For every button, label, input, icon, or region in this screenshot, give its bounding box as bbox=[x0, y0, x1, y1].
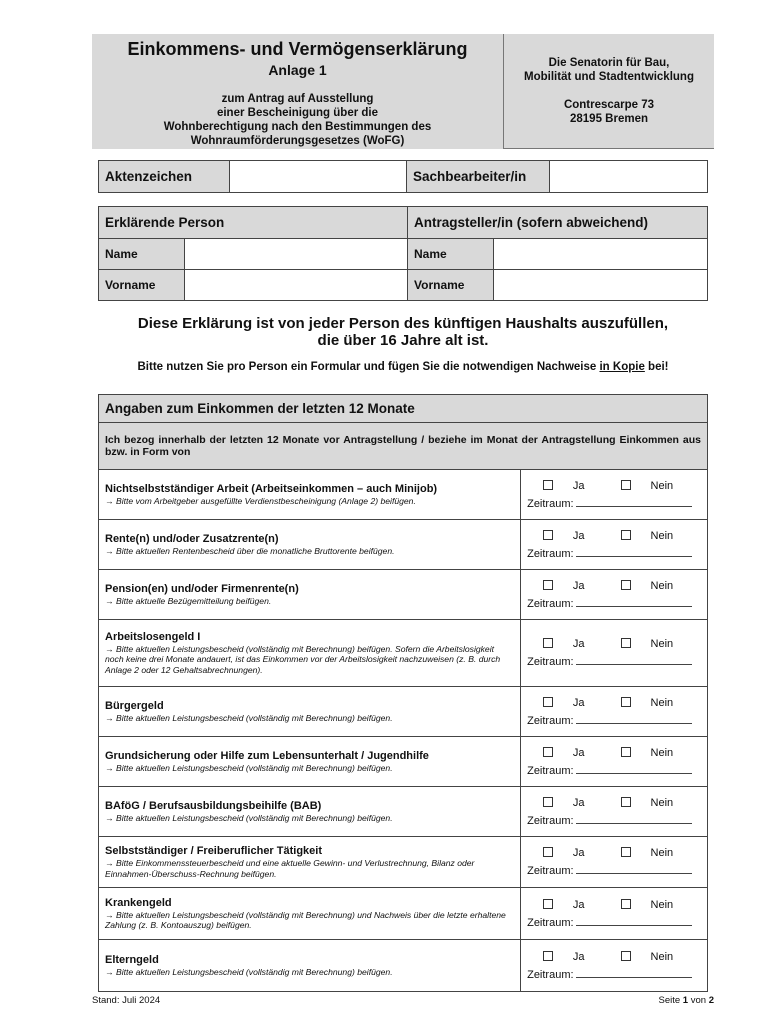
zeitraum-label: Zeitraum: bbox=[527, 764, 574, 777]
name-label: Name bbox=[99, 239, 185, 270]
ja-option[interactable]: Ja bbox=[543, 697, 597, 709]
income-item-answer bbox=[521, 470, 708, 520]
zeitraum-field[interactable] bbox=[576, 976, 692, 978]
declaring-person-label: Erklärende Person bbox=[99, 207, 408, 239]
ja-option[interactable]: Ja bbox=[543, 480, 597, 492]
zeitraum-label: Zeitraum: bbox=[527, 814, 574, 827]
declaring-name-field[interactable] bbox=[185, 239, 408, 270]
nein-checkbox[interactable] bbox=[621, 747, 631, 757]
ja-option[interactable]: Ja bbox=[543, 530, 597, 542]
zeitraum-label: Zeitraum: bbox=[527, 968, 574, 981]
income-item-desc: → Bitte aktuellen Leistungsbescheid (vollständig mit Berechnung) beifügen. bbox=[105, 762, 393, 773]
income-item-title: Grundsicherung oder Hilfe zum Lebensunterhalt / Jugendhilfe bbox=[105, 749, 429, 762]
income-item bbox=[99, 620, 708, 687]
ja-option[interactable]: Ja bbox=[543, 580, 597, 592]
income-item-text bbox=[99, 787, 521, 837]
form-subtitle: Anlage 1 bbox=[268, 62, 327, 78]
zeitraum-field[interactable] bbox=[576, 605, 692, 607]
nein-option[interactable]: Nein bbox=[621, 697, 686, 709]
income-item-text bbox=[99, 687, 521, 737]
applicant-vorname-label: Vorname bbox=[408, 270, 494, 301]
income-item-answer bbox=[521, 888, 708, 940]
ja-checkbox[interactable] bbox=[543, 847, 553, 857]
income-item bbox=[99, 520, 708, 570]
ja-checkbox[interactable] bbox=[543, 797, 553, 807]
ja-option[interactable]: Ja bbox=[543, 797, 597, 809]
nein-option[interactable]: Nein bbox=[621, 480, 686, 492]
nein-checkbox[interactable] bbox=[621, 480, 631, 490]
footer-stand: Stand: Juli 2024 bbox=[92, 995, 161, 1006]
zeitraum-label: Zeitraum: bbox=[527, 656, 574, 668]
applicant-label: Antragsteller/in (sofern abweichend) bbox=[408, 207, 708, 239]
zeitraum-field[interactable] bbox=[576, 822, 692, 824]
income-item bbox=[99, 940, 708, 992]
income-item bbox=[99, 570, 708, 620]
income-item-answer bbox=[521, 570, 708, 620]
nein-checkbox[interactable] bbox=[621, 847, 631, 857]
header-left bbox=[92, 34, 503, 149]
authority-address: Contrescarpe 73 28195 Bremen bbox=[563, 99, 655, 125]
income-item-text bbox=[99, 888, 521, 940]
nein-checkbox[interactable] bbox=[621, 797, 631, 807]
income-item-text bbox=[99, 837, 521, 888]
income-item-desc: → Bitte aktuellen Rentenbescheid über die monatliche Bruttorente beifügen. bbox=[105, 545, 395, 556]
income-item-text bbox=[99, 470, 521, 520]
zeitraum-label: Zeitraum: bbox=[527, 714, 574, 727]
zeitraum-field[interactable] bbox=[576, 505, 692, 507]
zeitraum-field[interactable] bbox=[576, 872, 692, 874]
ja-checkbox[interactable] bbox=[543, 697, 553, 707]
applicant-vorname-field[interactable] bbox=[494, 270, 708, 301]
persons-table bbox=[98, 206, 708, 301]
income-item-answer bbox=[521, 737, 708, 787]
zeitraum-field[interactable] bbox=[576, 555, 692, 557]
zeitraum-label: Zeitraum: bbox=[527, 497, 574, 510]
nein-option[interactable]: Nein bbox=[621, 797, 686, 809]
income-item-text bbox=[99, 570, 521, 620]
income-item-text bbox=[99, 940, 521, 992]
ja-checkbox[interactable] bbox=[543, 530, 553, 540]
income-item-title: BAföG / Berufsausbildungsbeihilfe (BAB) bbox=[105, 799, 322, 812]
income-item-desc: → Bitte Einkommenssteuerbescheid und eine aktuelle Gewinn- und Verlustrechnung, Bilanz oder Einnahmen-Überschuss-Rechnung beifügen. bbox=[105, 858, 475, 879]
ja-checkbox[interactable] bbox=[543, 951, 553, 961]
vorname-label: Vorname bbox=[99, 270, 185, 301]
notice: Diese Erklärung ist von jeder Person des künftigen Haushalts auszufüllen, die über 16 Jahre alt ist. bbox=[137, 315, 669, 349]
applicant-name-label: Name bbox=[408, 239, 494, 270]
income-item-answer bbox=[521, 787, 708, 837]
nein-option[interactable]: Nein bbox=[621, 638, 686, 650]
ja-checkbox[interactable] bbox=[543, 480, 553, 490]
income-item bbox=[99, 787, 708, 837]
ja-option[interactable]: Ja bbox=[543, 747, 597, 759]
income-item-title: Arbeitslosengeld I bbox=[105, 630, 201, 643]
aktenzeichen-field[interactable] bbox=[230, 161, 407, 193]
income-item bbox=[99, 470, 708, 520]
nein-checkbox[interactable] bbox=[621, 899, 631, 909]
income-item bbox=[99, 837, 708, 888]
zeitraum-label: Zeitraum: bbox=[527, 597, 574, 610]
income-item-desc: → Bitte aktuellen Leistungsbescheid (vollständig mit Berechnung) beifügen. bbox=[105, 812, 393, 823]
zeitraum-field[interactable] bbox=[576, 772, 692, 774]
zeitraum-field[interactable] bbox=[576, 924, 692, 926]
income-item-title: Pension(en) und/oder Firmenrente(n) bbox=[105, 582, 299, 595]
income-item-desc: → Bitte aktuellen Leistungsbescheid (vollständig mit Berechnung) beifügen. bbox=[105, 712, 393, 723]
nein-option[interactable]: Nein bbox=[621, 747, 686, 759]
income-item bbox=[99, 737, 708, 787]
nein-checkbox[interactable] bbox=[621, 697, 631, 707]
nein-option[interactable]: Nein bbox=[621, 899, 686, 911]
sachbearbeiter-label: Sachbearbeiter/in bbox=[407, 161, 550, 193]
copy-hint: Bitte nutzen Sie pro Person ein Formular und fügen Sie die notwendigen Nachweise in Kopie bei! bbox=[137, 361, 669, 373]
nein-option[interactable]: Nein bbox=[621, 847, 686, 859]
income-item-title: Elterngeld bbox=[105, 953, 159, 966]
ja-checkbox[interactable] bbox=[543, 580, 553, 590]
applicant-name-field[interactable] bbox=[494, 239, 708, 270]
nein-option[interactable]: Nein bbox=[621, 580, 686, 592]
ja-option[interactable]: Ja bbox=[543, 638, 597, 650]
income-item-desc: → Bitte aktuellen Leistungsbescheid (vollständig mit Berechnung) und Nachweis über die letzte erhaltene Zahlung (z. B. Kontoauszug) beifügen. bbox=[105, 909, 506, 930]
income-item-answer bbox=[521, 940, 708, 992]
income-item bbox=[99, 888, 708, 940]
income-item-title: Nichtselbstständiger Arbeit (Arbeitseinkommen – auch Minijob) bbox=[105, 482, 438, 495]
zeitraum-field[interactable] bbox=[576, 663, 692, 665]
ja-checkbox[interactable] bbox=[543, 638, 553, 648]
income-item bbox=[99, 687, 708, 737]
aktenzeichen-label: Aktenzeichen bbox=[99, 161, 230, 193]
income-item-desc: → Bitte aktuellen Leistungsbescheid (vollständig mit Berechnung) beifügen. bbox=[105, 966, 393, 977]
sachbearbeiter-field[interactable] bbox=[550, 161, 708, 193]
income-item-text bbox=[99, 737, 521, 787]
form-title: Einkommens- und Vermögenserklärung bbox=[127, 39, 468, 59]
income-item-title: Krankengeld bbox=[105, 896, 172, 909]
nein-checkbox[interactable] bbox=[621, 638, 631, 648]
nein-option[interactable]: Nein bbox=[621, 530, 686, 542]
income-table bbox=[98, 394, 708, 992]
nein-checkbox[interactable] bbox=[621, 580, 631, 590]
ja-option[interactable]: Ja bbox=[543, 951, 597, 963]
income-item-answer bbox=[521, 620, 708, 687]
income-item-text bbox=[99, 520, 521, 570]
income-item-desc: → Bitte aktuelle Bezügemitteilung beifügen. bbox=[105, 595, 272, 606]
form-description: zum Antrag auf Ausstellung einer Bescheinigung über die Wohnberechtigung nach den Bestimmungen des Wohnraumförderungsgesetzes (WoFG) bbox=[163, 93, 432, 147]
zeitraum-label: Zeitraum: bbox=[527, 547, 574, 560]
nein-checkbox[interactable] bbox=[621, 951, 631, 961]
zeitraum-label: Zeitraum: bbox=[527, 865, 574, 877]
income-item-answer bbox=[521, 520, 708, 570]
ja-checkbox[interactable] bbox=[543, 747, 553, 757]
income-item-text bbox=[99, 620, 521, 687]
income-intro: Ich bezog innerhalb der letzten 12 Monate vor Antragstellung / beziehe im Monat der Antragstellung Einkommen aus bzw. in Form von bbox=[99, 423, 708, 470]
income-item-answer bbox=[521, 837, 708, 888]
nein-checkbox[interactable] bbox=[621, 530, 631, 540]
income-item-title: Bürgergeld bbox=[105, 699, 164, 712]
header-authority bbox=[503, 34, 714, 149]
income-section-title: Angaben zum Einkommen der letzten 12 Monate bbox=[99, 395, 708, 423]
case-table bbox=[98, 160, 708, 193]
zeitraum-field[interactable] bbox=[576, 722, 692, 724]
ja-option[interactable]: Ja bbox=[543, 899, 597, 911]
ja-checkbox[interactable] bbox=[543, 899, 553, 909]
income-item-title: Rente(n) und/oder Zusatzrente(n) bbox=[105, 532, 279, 545]
income-item-answer bbox=[521, 687, 708, 737]
income-item-desc: → Bitte vom Arbeitgeber ausgefüllte Verdienstbescheinigung (Anlage 2) beifügen. bbox=[105, 495, 416, 506]
nein-option[interactable]: Nein bbox=[621, 951, 686, 963]
income-item-desc: → Bitte aktuellen Leistungsbescheid (vollständig mit Berechnung) beifügen. Sofern die Arbeitslosigkeit noch keine drei Monate andauert, ist das Einkommen vor der Arbeitslosigkeit nachzuweisen (z. B. durch Anlage 2 oder 12 Gehaltsabrechnungen). bbox=[105, 643, 501, 675]
income-item-title: Selbstständiger / Freiberuflicher Tätigkeit bbox=[105, 845, 322, 857]
zeitraum-label: Zeitraum: bbox=[527, 916, 574, 929]
ja-option[interactable]: Ja bbox=[543, 847, 597, 859]
footer-page: Seite 1 von 2 bbox=[658, 995, 714, 1006]
declaring-vorname-field[interactable] bbox=[185, 270, 408, 301]
authority-name: Die Senatorin für Bau, Mobilität und Stadtentwicklung bbox=[524, 57, 694, 83]
